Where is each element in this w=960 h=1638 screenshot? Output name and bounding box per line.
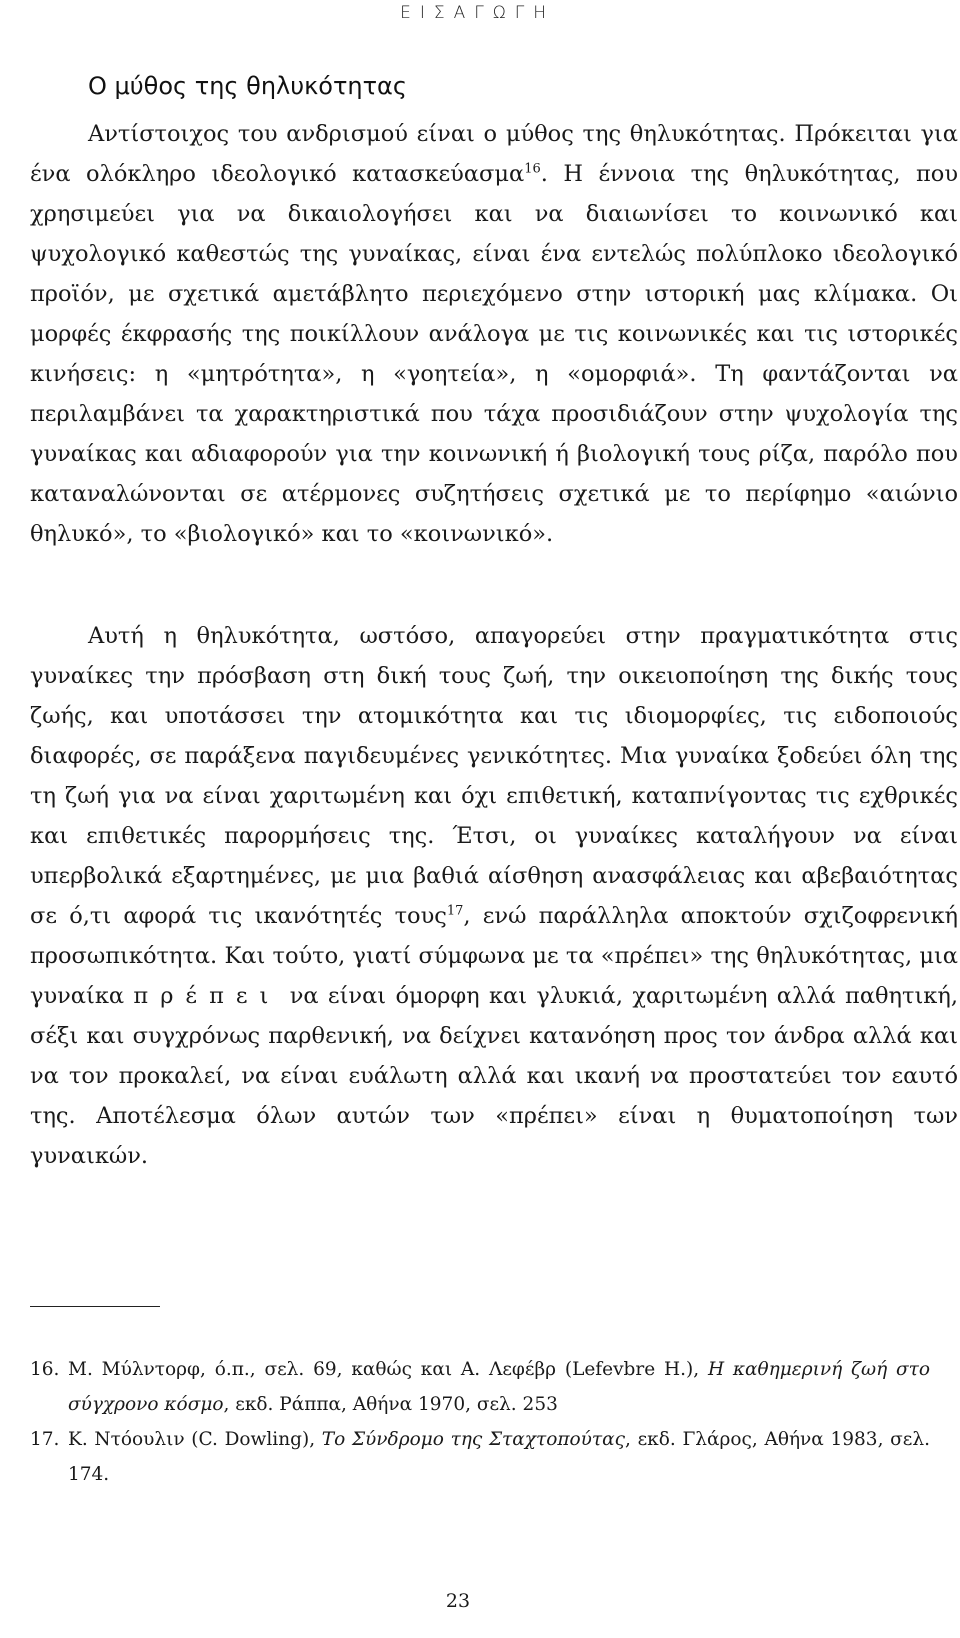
footnote-text-end: , εκδ. Ράππα, Αθήνα 1970, σελ. 253 [223,1394,558,1415]
p2-text-b: , ενώ παράλληλα αποκτούν σχιζοφρενική προσωπικότητα. Και τούτο, γιατί σύμφωνα με τα «πρέπει» της θηλυκότητας, μια γυναίκα [30,903,958,1009]
running-head: ΕΙΣΑΓΩΓΗ [400,3,555,23]
footnote-number: 17. [30,1429,60,1450]
p1-text-a: Αντίστοιχος του ανδρισμού είναι ο μύθος της θηλυκότητας. Πρόκειται για ένα ολόκληρο ιδεολογικό κατασκεύασμα [30,121,958,187]
footnote-book-title: Η καθημερινή ζωή στο σύγχρονο κόσμο [68,1359,930,1415]
footnote-16 [30,1352,930,1422]
footnote-ref-17[interactable]: 17 [446,903,464,919]
footnote-book-title: Το Σύνδρομο της Σταχτοπούτας [321,1429,625,1450]
p2-text-a: Αυτή η θηλυκότητα, ωστόσο, απαγορεύει στην πραγματικότητα στις γυναίκες την πρόσβαση στη δική τους ζωή, την οικειοποίηση της δικής τους ζωής, και υποτάσσει την ατομικότητα και τις ιδιομορφίες, τις ειδοποιούς διαφορές, σε παράξενα παγιδευμένες γενικότητες. Μια γυναίκα ξοδεύει όλη της τη ζωή για να είναι χαριτωμένη και όχι επιθετική, καταπνίγοντας τις εχθρικές και επιθετικές παρορμήσεις της. Έτσι, οι γυναίκες καταλήγουν να είναι υπερβολικά εξαρτημένες, με μια βαθιά αίσθηση ανασφάλειας και αβεβαιότητας σε ό,τι αφορά τις ικανότητές τους [30,623,958,929]
p1-text-b: . Η έννοια της θηλυκότητας, που χρησιμεύει για να δικαιολογήσει και να διαιωνίσει το κοινωνικό και ψυχολογικό καθεστώς της γυναίκας, είναι ένα εντελώς πολύπλοκο ιδεολογικό προϊόν, με σχετικά αμετάβλητο περιεχόμενο στην ιστορική μας κλίμακα. Οι μορφές έκφρασής της ποικίλλουν ανάλογα με τις κοινωνικές και τις ιστορικές κινήσεις: η «μητρότητα», η «γοητεία», η «ομορφιά». Τη φαντάζονται να περιλαμβάνει τα χαρακτηριστικά που τάχα προσιδιάζουν στην ψυχολογία της γυναίκας και αδιαφορούν για την κοινωνική ή βιολογική τους ρίζα, παρόλο που καταναλώνονται σε ατέρμονες συζητήσεις σχετικά με το περίφημο «αιώνιο θηλυκό», το «βιολογικό» και το «κοινωνικό». [30,161,959,547]
section-title: Ο μύθος της θηλυκότητας [88,72,407,100]
footnote-17 [30,1422,930,1492]
footnote-text-end: , εκδ. Γλάρος, Αθήνα 1983, σελ. 174. [68,1429,930,1485]
p2-text-c: να είναι όμορφη και γλυκιά, χαριτωμένη αλλά παθητική, σέξι και συγχρόνως παρθενική, να δείχνει κατανόηση προς τον άνδρα αλλά και να τον προκαλεί, να είναι ευάλωτη αλλά και ικανή να προστατεύει τον εαυτό της. Αποτέλεσμα όλων αυτών των «πρέπει» είναι η θυματοποίηση των γυναικών. [30,983,958,1169]
footnote-rule [30,1306,160,1307]
p2-emphasis: πρέπει [133,983,281,1009]
footnote-ref-16[interactable]: 16 [524,161,541,177]
footnote-text: Μ. Μύλντορφ, ό.π., σελ. 69, καθώς και Α. Λεφέβρ (Lefevbre H.), [68,1359,708,1380]
footnote-number: 16. [30,1359,60,1380]
body-paragraph-1 [30,114,958,554]
body-paragraph-2 [30,616,958,1176]
footnotes [30,1352,930,1492]
page-number: 23 [445,1590,471,1612]
footnote-text: Κ. Ντόουλιν (C. Dowling), [68,1429,322,1450]
